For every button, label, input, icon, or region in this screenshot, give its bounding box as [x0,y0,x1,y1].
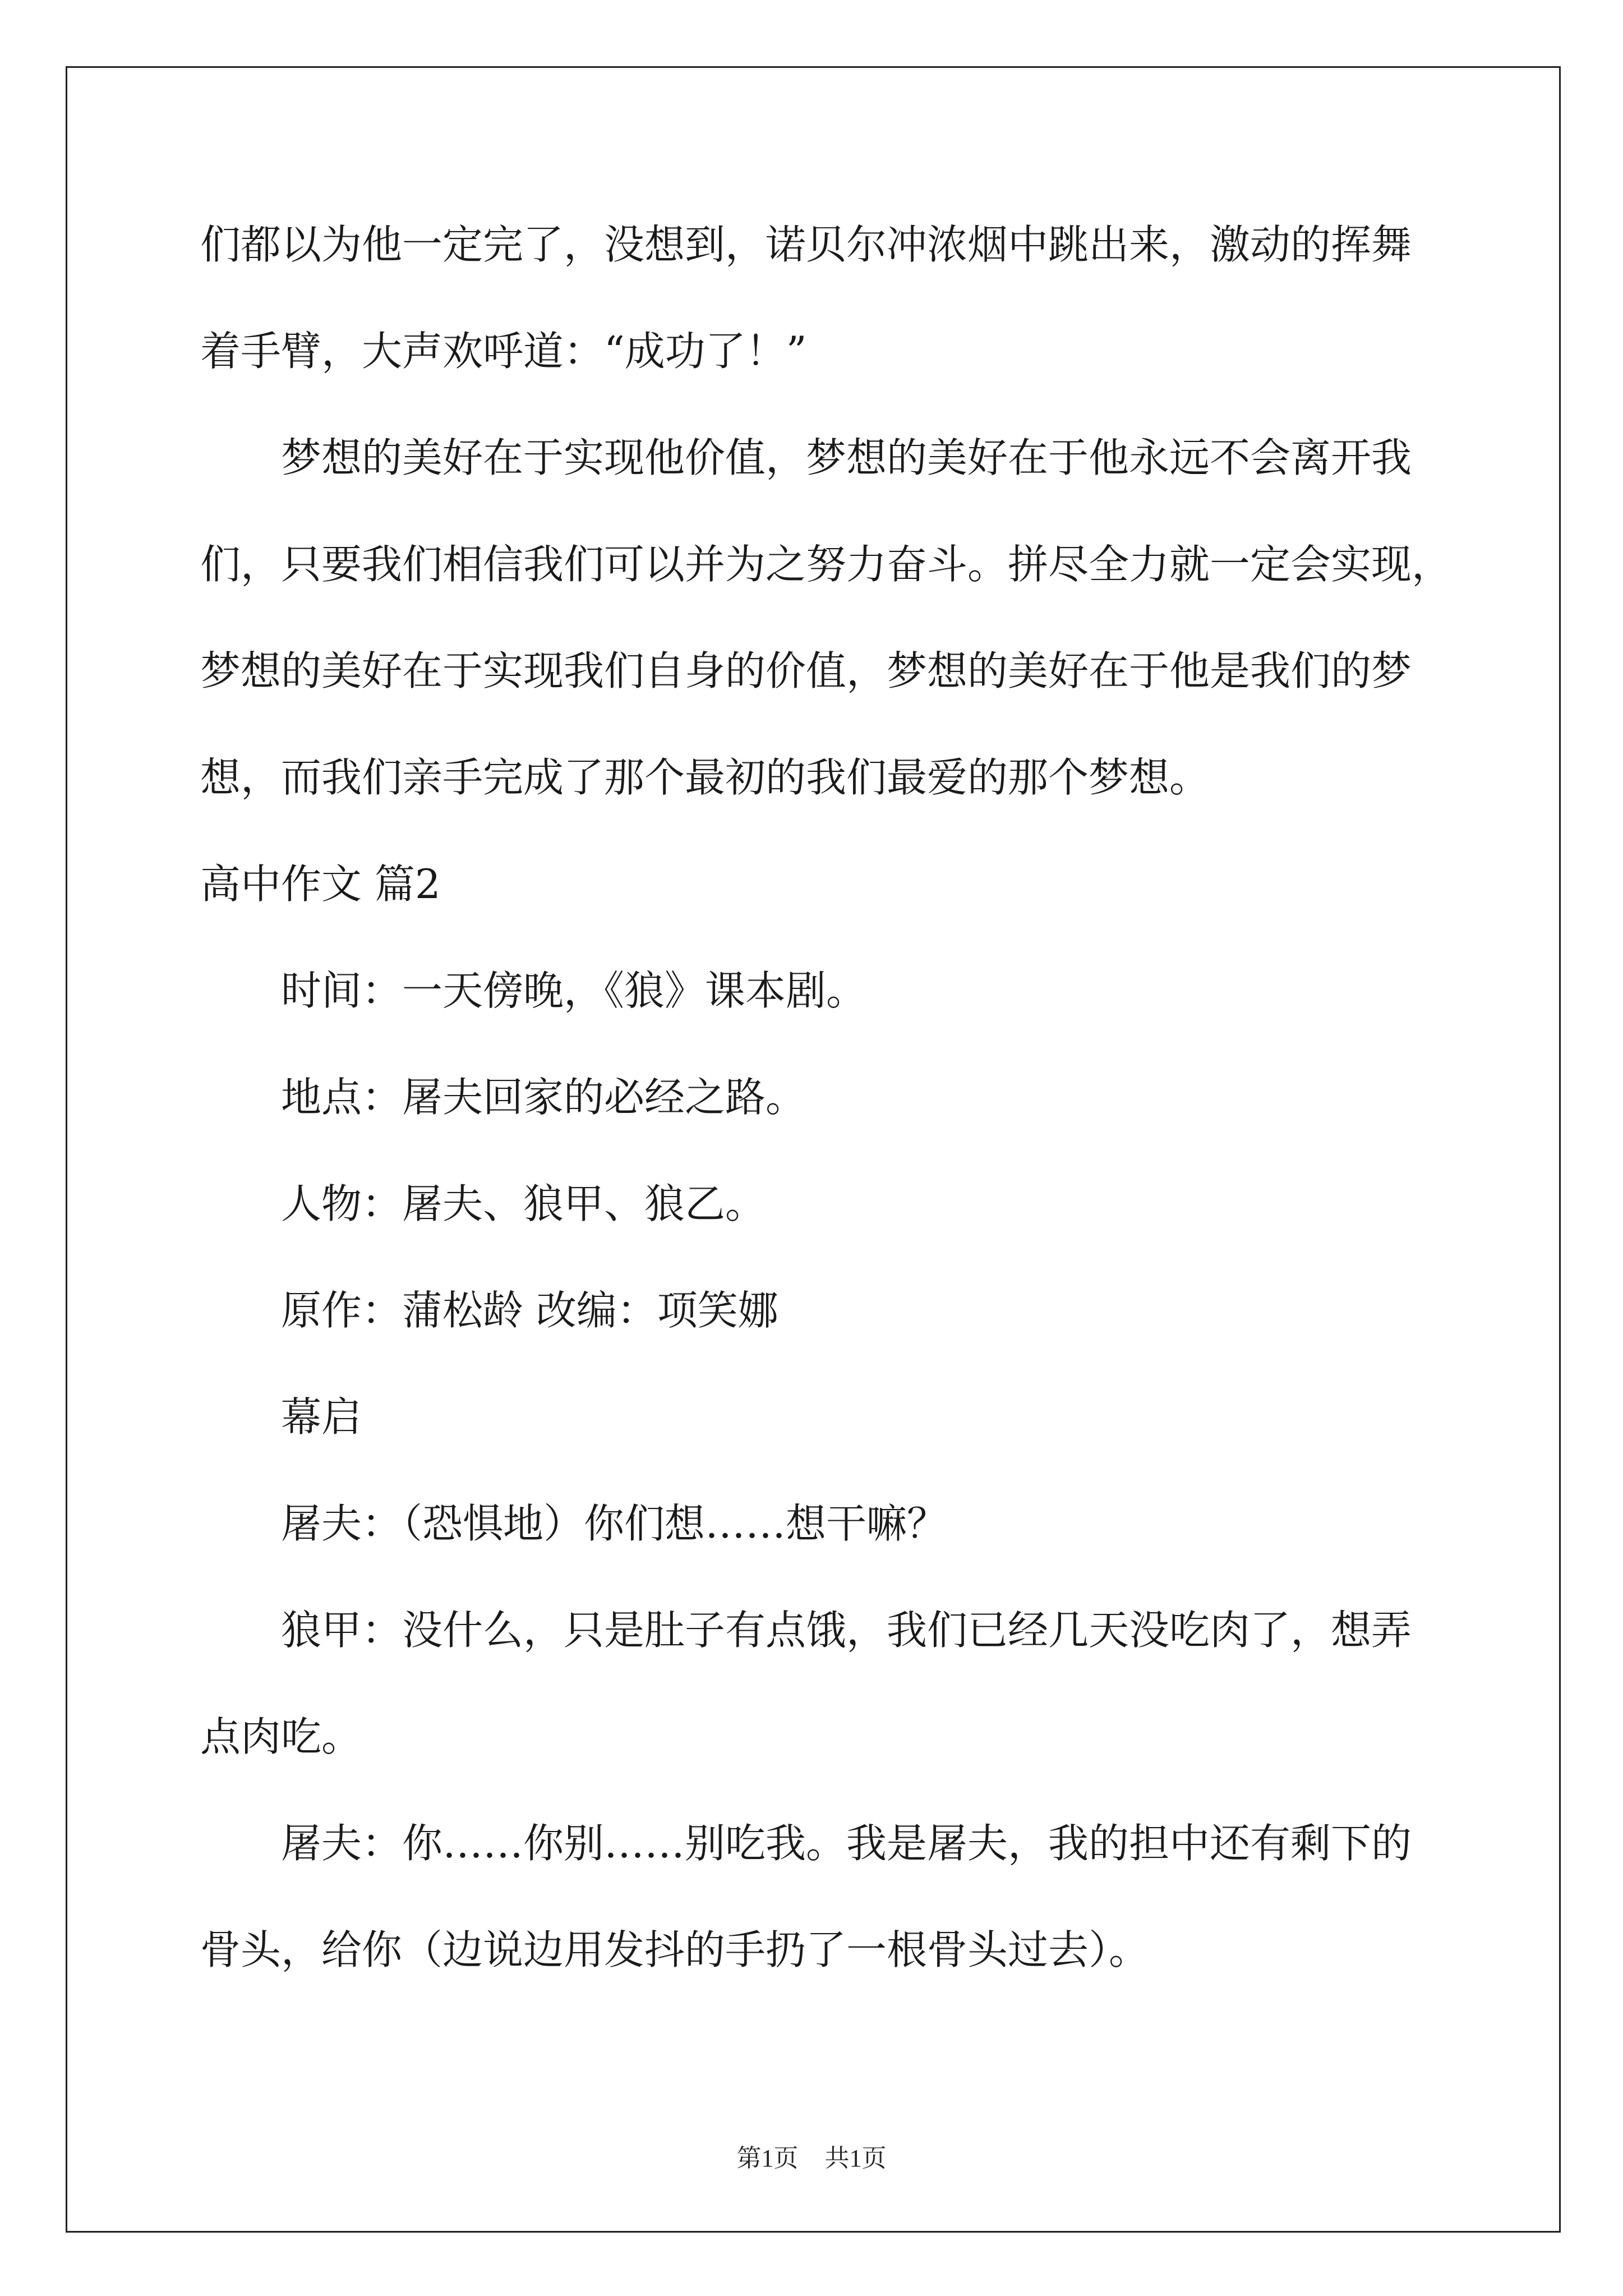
text-line: 们都以为他一定完了，没想到，诺贝尔冲浓烟中跳出来，激动的挥舞 [200,221,1412,268]
section-heading: 高中作文 篇2 [200,861,441,908]
text-line: 原作：蒲松龄 改编：项笑娜 [281,1287,778,1334]
text-line: 幕启 [281,1393,362,1441]
text-line: 梦想的美好在于实现他价值，梦想的美好在于他永远不会离开我 [281,434,1412,481]
text-line: 点肉吃。 [200,1713,362,1760]
text-line: 地点：屠夫回家的必经之路。 [281,1074,806,1121]
text-line: 屠夫：（恐惧地）你们想……想干嘛？ [281,1500,948,1547]
text-line: 着手臂，大声欢呼道：“成功了！” [200,328,807,375]
page-number: 第1页 [736,2145,799,2172]
page-total: 共1页 [824,2145,887,2172]
document-body [200,213,1453,2025]
text-line: 梦想的美好在于实现我们自身的价值，梦想的美好在于他是我们的梦 [200,647,1412,694]
text-line: 骨头，给你（边说边用发抖的手扔了一根骨头过去）。 [200,1926,1150,1973]
text-line: 时间：一天傍晚，《狼》课本剧。 [281,967,867,1014]
text-line: 想，而我们亲手完成了那个最初的我们最爱的那个梦想。 [200,754,1210,801]
page-footer [0,2142,1623,2175]
text-line: 屠夫：你……你别……别吃我。我是屠夫，我的担中还有剩下的 [281,1820,1412,1867]
text-line: 人物：屠夫、狼甲、狼乙。 [281,1180,766,1227]
text-line: 狼甲：没什么，只是肚子有点饿，我们已经几天没吃肉了，想弄 [281,1607,1412,1654]
text-line: 们，只要我们相信我们可以并为之努力奋斗。拼尽全力就一定会实现， [200,541,1453,588]
